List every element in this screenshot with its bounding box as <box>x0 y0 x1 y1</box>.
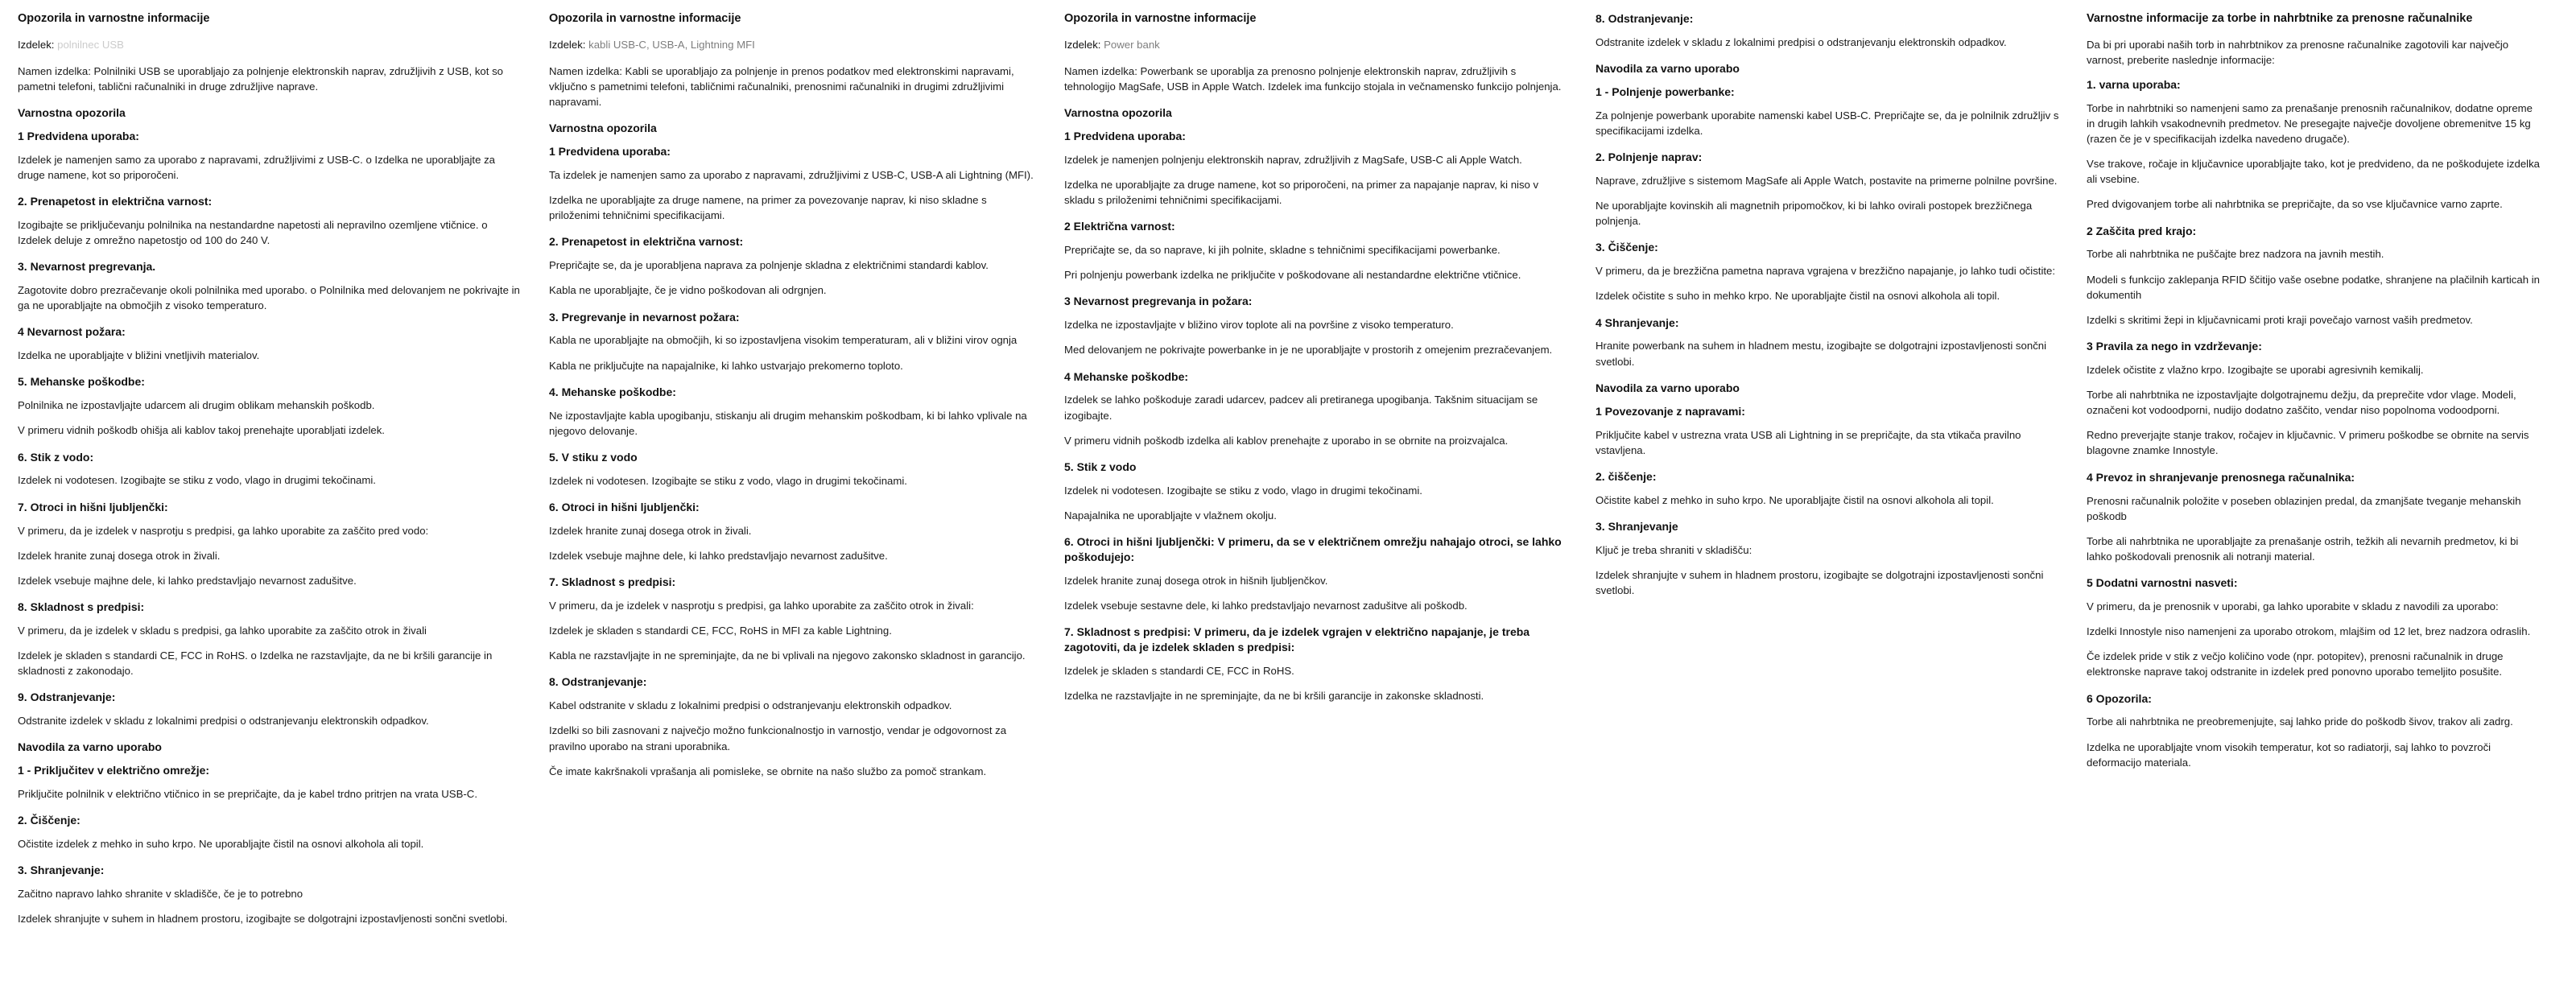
care-section-title: 3. Shranjevanje <box>1596 519 1678 533</box>
column-3-heading: Opozorila in varnostne informacije <box>1064 12 1257 25</box>
section-paragraph: Izdelek je namenjen samo za uporabo z napravami, združljivimi z USB-C. o Izdelka ne uporabljajte za druge namene, kot so priporočeni. <box>18 153 495 181</box>
section-paragraph: Prepričajte se, da je uporabljena naprava za polnjenje skladna z električnimi standardi kablov. <box>549 259 989 272</box>
section-paragraph: Torbe ali nahrbtnika ne preobremenjujte, saj lahko pride do poškodb šivov, trakov ali zadrg. <box>2087 715 2513 728</box>
column-2-footer-paragraph: Izdelki so bili zasnovani z največjo možno funkcionalnostjo in varnostjo, vendar je odgovornost za pravilno uporabo na strani uporabnika. <box>549 724 1007 752</box>
section-title: 6 Opozorila: <box>2087 691 2152 705</box>
section-paragraph: Kabla ne razstavljajte in ne spreminjajte, da ne bi vplivali na njegovo zakonsko skladnost in garancijo. <box>549 649 1026 662</box>
section-paragraph: Ne izpostavljajte kabla upogibanju, stiskanju ali drugim mehanskim poškodbam, ki bi lahko vplivale na njegovo delovanje. <box>549 409 1027 437</box>
care-section-paragraph: Naprave, združljive s sistemom MagSafe ali Apple Watch, postavite na primerne polnilne površine. <box>1596 174 2058 187</box>
section-paragraph: Pri polnjenju powerbank izdelka ne priključite v poškodovane ali nestandardne električne vtičnice. <box>1064 269 1521 282</box>
product-name: polnilnec USB <box>57 38 124 51</box>
care-section-title: 1 - Priključitev v električno omrežje: <box>18 764 210 777</box>
care-section-paragraph: Izdelek shranjujte v suhem in hladnem prostoru, izogibajte se dolgotrajni izpostavljenosti sončni svetlobi. <box>1596 568 2044 597</box>
section-paragraph: Napajalnika ne uporabljajte v vlažnem okolju. <box>1064 509 1277 522</box>
section-paragraph: Če izdelek pride v stik z večjo količino vode (npr. potopitev), prenosni računalnik in druge elektronske naprave takoj odstranite in izdelek pred ponovno uporabo temeljito posušite. <box>2087 650 2504 678</box>
section-title: 8. Odstranjevanje: <box>1596 12 1694 25</box>
care-section-paragraph: Hranite powerbank na suhem in hladnem mestu, izogibajte se dolgotrajni izpostavljenosti sončni svetlobi. <box>1596 340 2047 368</box>
section-paragraph: Izdelka ne uporabljajte za druge namene, na primer za povezovanje naprav, ki niso skladne s priloženimi tehničnimi specifikacijami. <box>549 194 987 222</box>
section-paragraph: Izdelek ni vodotesen. Izogibajte se stiku z vodo, vlago in drugimi tekočinami. <box>549 474 907 487</box>
section-title: 3. Nevarnost pregrevanja. <box>18 260 156 274</box>
care-section-title: 3. Shranjevanje: <box>18 864 105 877</box>
product-label: Izdelek: <box>1064 38 1104 51</box>
section-paragraph: Izdelek je skladen s standardi CE, FCC, RoHS in MFI za kable Lightning. <box>549 625 892 637</box>
section-title: 1 Predvidena uporaba: <box>1064 129 1186 142</box>
column-1-warnings-heading: Varnostna opozorila <box>18 105 126 119</box>
column-1-heading: Opozorila in varnostne informacije <box>18 12 210 25</box>
section-paragraph: Izdelek ni vodotesen. Izogibajte se stiku z vodo, vlago in drugimi tekočinami. <box>1064 484 1422 497</box>
section-paragraph: Izdelka ne izpostavljajte v bližino virov toplote ali na površine z visoko temperaturo. <box>1064 319 1454 332</box>
section-paragraph: V primeru, da je izdelek v nasprotju s predpisi, ga lahko uporabite za zaščito otrok in živali: <box>549 599 974 612</box>
care-section-paragraph: Ključ je treba shraniti v skladišču: <box>1596 543 1752 556</box>
section-title: 3. Pregrevanje in nevarnost požara: <box>549 310 740 324</box>
section-title: 7. Skladnost s predpisi: V primeru, da je izdelek vgrajen v električno napajanje, je treba zagotoviti, da je izdelek skladen s predpisi: <box>1064 625 1530 653</box>
section-paragraph: Med delovanjem ne pokrivajte powerbanke in je ne uporabljajte v prostorih z omejenim prezračevanjem. <box>1064 344 1553 357</box>
section-paragraph: V primeru, da je izdelek v skladu s predpisi, ga lahko uporabite za zaščito otrok in živali <box>18 624 427 637</box>
care-section-paragraph: Za polnjenje powerbank uporabite namenski kabel USB-C. Prepričajte se, da je polnilnik združljiv s specifikacijami izdelka. <box>1596 109 2059 137</box>
care-section-paragraph: Izdelek shranjujte v suhem in hladnem prostoru, izogibajte se dolgotrajni izpostavljenosti sončni svetlobi. <box>18 913 508 926</box>
section-paragraph: Izdelek hranite zunaj dosega otrok in živali. <box>549 524 752 537</box>
column-1 <box>8 11 539 1006</box>
column-4-care-heading-2: Navodila za varno uporabo <box>1596 381 1740 394</box>
section-paragraph: Izdelek hranite zunaj dosega otrok in živali. <box>18 549 221 562</box>
column-2-heading: Opozorila in varnostne informacije <box>549 12 741 25</box>
section-paragraph: Kabel odstranite v skladu z lokalnimi predpisi o odstranjevanju elektronskih odpadkov. <box>549 699 952 712</box>
product-label: Izdelek: <box>18 38 58 51</box>
section-paragraph: Izdelek vsebuje majhne dele, ki lahko predstavljajo nevarnost zadušitve. <box>549 549 888 562</box>
section-title: 1 Predvidena uporaba: <box>18 129 139 142</box>
section-title: 7. Otroci in hišni ljubljenčki: <box>18 500 168 513</box>
section-title: 5. Mehanske poškodbe: <box>18 375 145 389</box>
care-section-paragraph: Ne uporabljajte kovinskih ali magnetnih pripomočkov, ki bi lahko ovirali postopek brezžičnega polnjenja. <box>1596 200 2033 228</box>
column-2-footer-paragraph: Če imate kakršnakoli vprašanja ali pomisleke, se obrnite na našo službo za pomoč strankam. <box>549 765 987 777</box>
product-label: Izdelek: <box>549 38 589 51</box>
section-paragraph: Izdelki s skritimi žepi in ključavnicami proti kraji povečajo varnost vaših predmetov. <box>2087 313 2473 326</box>
column-5-intro: Da bi pri uporabi naših torb in nahrbtnikov za prenosne računalnike zagotovili kar največjo varnost, preberite naslednje informacije: <box>2087 38 2509 66</box>
care-section-paragraph: Očistite izdelek z mehko in suho krpo. Ne uporabljajte čistil na osnovi alkohola ali topil. <box>18 838 424 851</box>
section-title: 4 Prevoz in shranjevanje prenosnega računalnika: <box>2087 470 2355 484</box>
section-paragraph: Zagotovite dobro prezračevanje okoli polnilnika med uporabo. o Polnilnika med delovanjem ne pokrivajte in ga ne uporabljajte na območjih z visoko temperaturo. <box>18 284 520 312</box>
section-paragraph: Izdelek je namenjen polnjenju elektronskih naprav, združljivih z MagSafe, USB-C ali Apple Watch. <box>1064 153 1522 166</box>
section-title: 4 Nevarnost požara: <box>18 325 126 339</box>
section-title: 4. Mehanske poškodbe: <box>549 385 676 398</box>
section-paragraph: Izogibajte se priključevanju polnilnika na nestandardne napetosti ali nepravilno ozemljene vtičnice. o Izdelek deluje z omrežno napetostjo od 100 do 240 V. <box>18 218 488 247</box>
section-title: 1. varna uporaba: <box>2087 77 2181 91</box>
section-paragraph: Izdelek ni vodotesen. Izogibajte se stiku z vodo, vlago in drugimi tekočinami. <box>18 474 376 487</box>
section-title: 9. Odstranjevanje: <box>18 691 116 704</box>
section-paragraph: Ta izdelek je namenjen samo za uporabo z napravami, združljivimi z USB-C, USB-A ali Lightning (MFI). <box>549 168 1034 181</box>
care-section-paragraph: V primeru, da je brezžična pametna naprava vgrajena v brezžično napajanje, jo lahko tudi očistite: <box>1596 265 2056 278</box>
section-title: 3 Pravila za nego in vzdrževanje: <box>2087 340 2262 353</box>
section-title: 6. Stik z vodo: <box>18 450 94 464</box>
section-paragraph: Izdelek očistite z vlažno krpo. Izogibajte se uporabi agresivnih kemikalij. <box>2087 363 2424 376</box>
product-name: Power bank <box>1104 38 1160 51</box>
section-paragraph: Kabla ne uporabljajte na območjih, ki so izpostavljena visokim temperaturam, ali v bližini virov ognja <box>549 334 1018 347</box>
care-section-paragraph: Začitno napravo lahko shranite v skladišče, če je to potrebno <box>18 888 303 901</box>
column-1-product-line <box>18 37 124 52</box>
section-title: 3 Nevarnost pregrevanja in požara: <box>1064 295 1253 308</box>
section-paragraph: Prenosni računalnik položite v poseben oblazinjen predal, da zmanjšate tveganje mehanskih poškodb <box>2087 494 2521 522</box>
column-3-warnings-heading: Varnostna opozorila <box>1064 105 1172 119</box>
section-paragraph: Izdelka ne razstavljajte in ne spreminjajte, da ne bi kršili garancije in zakonske skladnosti. <box>1064 690 1484 702</box>
section-title: 8. Odstranjevanje: <box>549 675 647 689</box>
section-paragraph: Torbe ali nahrbtnika ne uporabljajte za prenašanje ostrih, težkih ali nevarnih predmetov, ki bi lahko poškodovali prenosnik ali notranji material. <box>2087 534 2519 563</box>
care-section-title: 1 - Polnjenje powerbanke: <box>1596 85 1735 98</box>
section-paragraph: Redno preverjajte stanje trakov, ročajev in ključavnic. V primeru poškodbe se obrnite na servis blagovne znamke Innostyle. <box>2087 429 2529 457</box>
column-2-product-line <box>549 37 755 52</box>
section-paragraph: Izdelek hranite zunaj dosega otrok in hišnih ljubljenčkov. <box>1064 574 1328 587</box>
section-title: 2 Električna varnost: <box>1064 220 1175 233</box>
section-paragraph: Izdelek se lahko poškoduje zaradi udarcev, padcev ali pretiranega upogibanja. Takšnim situacijam se izogibajte. <box>1064 394 1538 422</box>
section-paragraph: Izdelka ne uporabljajte vnom visokih temperatur, kot so radiatorji, saj lahko to povzroči deformacijo materiala. <box>2087 740 2491 769</box>
section-paragraph: Izdelek vsebuje majhne dele, ki lahko predstavljajo nevarnost zadušitve. <box>18 574 357 587</box>
column-2-intro: Namen izdelka: Kabli se uporabljajo za polnjenje in prenos podatkov med elektronskimi napravami, vključno s pametnimi telefoni, tabličnimi računalniki, prenosnimi računalniki in drugimi združljivimi napravami. <box>549 64 1014 108</box>
section-title: 4 Mehanske poškodbe: <box>1064 369 1189 383</box>
section-paragraph: Izdelek vsebuje sestavne dele, ki lahko predstavljajo nevarnost zadušitve ali poškodb. <box>1064 599 1468 612</box>
column-1-intro: Namen izdelka: Polnilniki USB se uporabljajo za polnjenje elektronskih naprav, združljivih z USB, kot so pametni telefoni, tablični računalniki in druge združljive naprave. <box>18 64 504 93</box>
section-paragraph: Prepričajte se, da so naprave, ki jih polnite, skladne s tehničnimi specifikacijami powerbanke. <box>1064 244 1501 257</box>
section-paragraph: Kabla ne uporabljajte, če je vidno poškodovan ali odrgnjen. <box>549 284 827 297</box>
section-paragraph: Izdelek je skladen s standardi CE, FCC in RoHS. o Izdelka ne razstavljajte, da ne bi kršili garancije in skladnosti z zakonodajo. <box>18 649 493 678</box>
section-paragraph: Izdelki Innostyle niso namenjeni za uporabo otrokom, mlajšim od 12 let, brez nadzora odraslih. <box>2087 625 2531 638</box>
section-paragraph: Izdelek je skladen s standardi CE, FCC in RoHS. <box>1064 664 1294 677</box>
section-paragraph: Modeli s funkcijo zaklepanja RFID ščitijo vaše osebne podatke, shranjene na plačilnih karticah in dokumentih <box>2087 273 2540 301</box>
section-paragraph: Vse trakove, ročaje in ključavnice uporabljajte tako, kot je predvideno, da ne poškodujete izdelka ali vsebine. <box>2087 158 2541 186</box>
section-paragraph: V primeru, da je izdelek v nasprotju s predpisi, ga lahko uporabite za zaščito pred vodo: <box>18 524 429 537</box>
section-title: 2. Prenapetost in električna varnost: <box>18 195 213 208</box>
product-name: kabli USB-C, USB-A, Lightning MFI <box>588 38 755 51</box>
care-section-title: 4 Shranjevanje: <box>1596 315 1679 329</box>
column-3-product-line <box>1064 37 1160 52</box>
care-section-paragraph: Priključite polnilnik v električno vtičnico in se prepričajte, da je kabel trdno pritrjen na vrata USB-C. <box>18 788 477 801</box>
section-paragraph: Polnilnika ne izpostavljajte udarcem ali drugim oblikam mehanskih poškodb. <box>18 399 375 412</box>
section-paragraph: Torbe ali nahrbtnika ne puščajte brez nadzora na javnih mestih. <box>2087 248 2384 261</box>
section-title: 5. Stik z vodo <box>1064 460 1137 473</box>
care-section-title: 2. Čiščenje: <box>18 814 80 827</box>
section-paragraph: Izdelka ne uporabljajte v bližini vnetljivih materialov. <box>18 349 260 362</box>
section-paragraph: Odstranite izdelek v skladu z lokalnimi predpisi o odstranjevanju elektronskih odpadkov. <box>18 715 429 728</box>
section-paragraph: V primeru, da je prenosnik v uporabi, ga lahko uporabite v skladu z navodili za uporabo: <box>2087 600 2499 612</box>
section-title: 8. Skladnost s predpisi: <box>18 600 145 613</box>
section-title: 6. Otroci in hišni ljubljenčki: V primeru, da se v električnem omrežju nahajajo otroci, se lahko poškodujejo: <box>1064 535 1562 563</box>
column-5-heading: Varnostne informacije za torbe in nahrbtnike za prenosne računalnike <box>2087 12 2473 25</box>
section-title: 5 Dodatni varnostni nasveti: <box>2087 576 2238 590</box>
section-title: 1 Predvidena uporaba: <box>549 145 671 159</box>
column-2 <box>539 11 1055 1006</box>
care-section-title: 2. čiščenje: <box>1596 469 1657 483</box>
section-paragraph: Torbe ali nahrbtnika ne izpostavljajte dolgotrajnemu dežju, da preprečite vdor vlage. Modeli, označeni kot vodoodporni, nudijo dodatno zaščito, vendar niso popolnoma vodoodporni. <box>2087 389 2516 417</box>
column-5 <box>2077 11 2560 1006</box>
section-paragraph: Izdelka ne uporabljajte za druge namene, kot so priporočeni, na primer za napajanje naprav, ki niso v skladu s priloženimi tehničnimi specifikacijami. <box>1064 178 1539 207</box>
section-paragraph: Torbe in nahrbtniki so namenjeni samo za prenašanje prenosnih računalnikov, dodatne opreme in drugih lahkih vsakodnevnih predmetov. Ne presegajte največje dovoljene obremenitve 15 kg (razen če je v specifikacijah izdelka navedeno drugače). <box>2087 101 2533 146</box>
column-3-intro: Namen izdelka: Powerbank se uporablja za prenosno polnjenje elektronskih naprav, združljivih s tehnologijo MagSafe, USB in Apple Watch. Izdelek ima funkcijo stojala in večnamensko funkcijo polnjenja. <box>1064 64 1562 93</box>
column-3 <box>1055 11 1586 1006</box>
section-paragraph: V primeru vidnih poškodb izdelka ali kablov prenehajte z uporabo in se obrnite na proizvajalca. <box>1064 434 1509 447</box>
section-title: 2 Zaščita pred krajo: <box>2087 224 2197 237</box>
care-section-title: 1 Povezovanje z napravami: <box>1596 404 1745 418</box>
care-section-paragraph: Priključite kabel v ustrezna vrata USB ali Lightning in se prepričajte, da sta vtikača pravilno vstavljena. <box>1596 428 2021 456</box>
section-title: 6. Otroci in hišni ljubljenčki: <box>549 500 700 513</box>
column-2-warnings-heading: Varnostna opozorila <box>549 122 657 135</box>
care-section-title: 2. Polnjenje naprav: <box>1596 150 1703 164</box>
column-4 <box>1586 11 2077 1006</box>
section-paragraph: Kabla ne priključujte na napajalnike, ki lahko ustvarjajo prekomerno toploto. <box>549 359 903 372</box>
column-1-care-heading: Navodila za varno uporabo <box>18 740 162 754</box>
care-section-paragraph: Očistite kabel z mehko in suho krpo. Ne uporabljajte čistil na osnovi alkohola ali topil. <box>1596 493 1994 506</box>
column-4-care-heading: Navodila za varno uporabo <box>1596 62 1740 76</box>
care-section-paragraph: Izdelek očistite s suho in mehko krpo. Ne uporabljajte čistil na osnovi alkohola ali topil. <box>1596 290 2000 303</box>
section-title: 2. Prenapetost in električna varnost: <box>549 235 744 249</box>
section-paragraph: Pred dvigovanjem torbe ali nahrbtnika se prepričajte, da so vse ključavnice varno zaprte. <box>2087 198 2503 211</box>
section-paragraph: Odstranite izdelek v skladu z lokalnimi predpisi o odstranjevanju elektronskih odpadkov. <box>1596 35 2007 48</box>
care-section-title: 3. Čiščenje: <box>1596 241 1658 254</box>
section-title: 5. V stiku z vodo <box>549 450 638 464</box>
section-paragraph: V primeru vidnih poškodb ohišja ali kablov takoj prenehajte uporabljati izdelek. <box>18 424 385 437</box>
section-title: 7. Skladnost s predpisi: <box>549 575 676 589</box>
